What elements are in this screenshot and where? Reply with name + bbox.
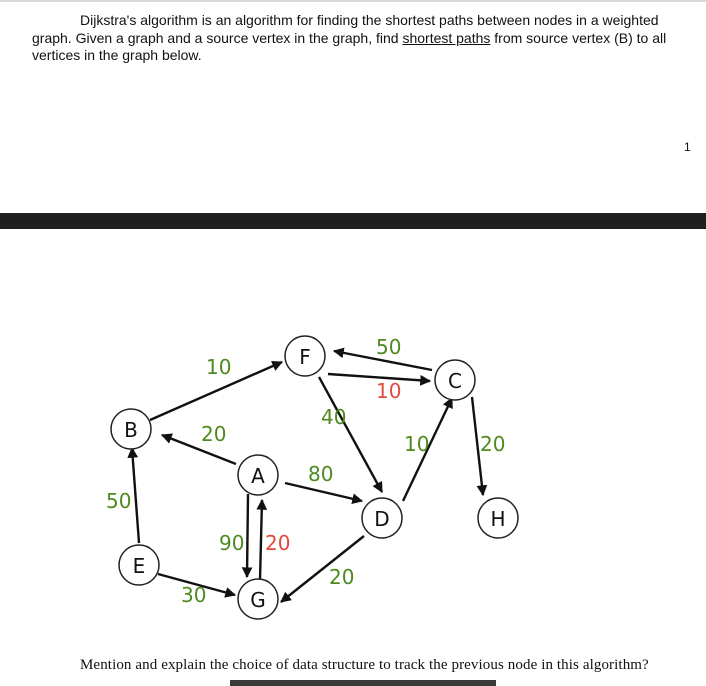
graph-diagram xyxy=(95,330,535,620)
weight-d-c: 10 xyxy=(404,432,430,456)
problem-intro xyxy=(32,12,692,65)
edge-e-b xyxy=(132,448,139,543)
weight-e-g: 30 xyxy=(181,583,207,607)
node-d-label: D xyxy=(374,507,390,531)
node-e-label: E xyxy=(132,554,146,578)
weight-a-g: 90 xyxy=(219,531,245,555)
edge-g-a xyxy=(260,500,262,580)
weight-c-f: 50 xyxy=(376,335,402,359)
page-number: 1 xyxy=(684,140,691,154)
shortest-paths-link[interactable]: shortest paths xyxy=(402,29,491,46)
weight-b-f: 10 xyxy=(206,355,232,379)
weight-c-h: 20 xyxy=(480,432,506,456)
node-f xyxy=(285,336,325,376)
node-g xyxy=(238,579,278,619)
top-rule xyxy=(0,0,706,2)
node-h xyxy=(478,498,518,538)
node-h-label: H xyxy=(490,507,506,531)
node-a xyxy=(238,455,278,495)
node-f-label: F xyxy=(299,345,311,369)
node-d xyxy=(362,498,402,538)
node-c-label: C xyxy=(448,369,462,393)
weight-d-g: 20 xyxy=(329,565,355,589)
bottom-bar xyxy=(230,680,496,686)
weight-f-d: 40 xyxy=(321,405,347,429)
intro-lead: Dijkstra's algorithm is an algorithm for finding the shortest paths between nodes in a weighted graph. Given a graph and a source vertex in the graph, find xyxy=(32,12,659,46)
page-divider xyxy=(0,213,706,229)
question-text: Mention and explain the choice of data structure to track the previous node in this algorithm? xyxy=(80,657,649,673)
intro-tail: from source vertex (B) to all vertices in the graph below. xyxy=(32,29,667,63)
weight-e-b: 50 xyxy=(106,489,132,513)
weight-f-c: 10 xyxy=(376,379,402,403)
node-a-label: A xyxy=(251,464,265,488)
node-g-label: G xyxy=(250,588,266,612)
weight-g-a: 20 xyxy=(265,531,291,555)
weight-a-d: 80 xyxy=(308,462,334,486)
edge-a-g xyxy=(247,494,248,577)
node-e xyxy=(119,545,159,585)
node-b xyxy=(111,409,151,449)
node-b-label: B xyxy=(124,418,138,442)
weight-a-b: 20 xyxy=(201,422,227,446)
node-c xyxy=(435,360,475,400)
